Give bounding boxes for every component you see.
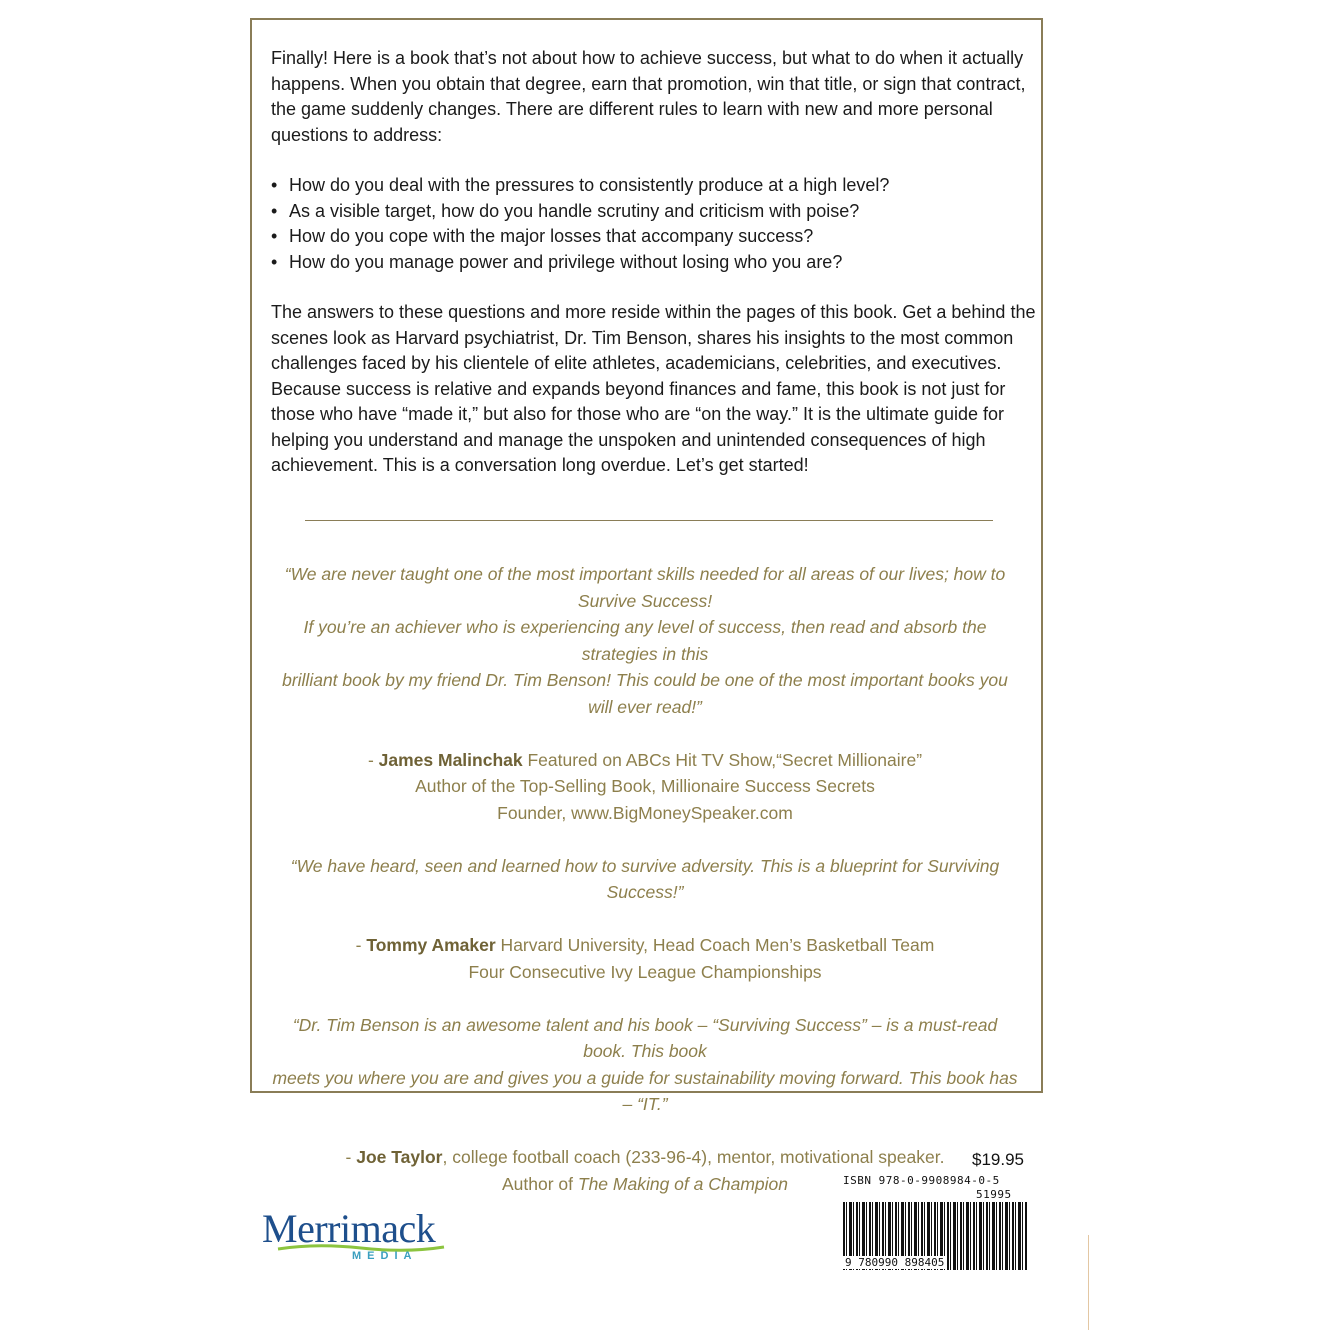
divider bbox=[305, 520, 993, 521]
endorsement-credit-line: Author of the Top-Selling Book, Millionaire Success Secrets bbox=[415, 776, 875, 796]
endorsement-quote-line: If you’re an achiever who is experiencing any level of success, then read and absorb the strategies in this bbox=[303, 617, 987, 664]
answer-paragraph: The answers to these questions and more reside within the pages of this book. Get a behind the scenes look as Harvard psychiatrist, Dr. Tim Benson, shares his insights to the most common challenges faced by his clientele of elite athletes, academicians, celebrities, and executives. Because success is relative and expands beyond finances and fame, this book is not just for those who have “made it,” but also for those who are “on the way.” It is the ultimate guide for helping you understand and manage the unspoken and unintended consequences of high achievement. This is a conversation long overdue. Let’s get started! bbox=[271, 302, 1036, 475]
book-description bbox=[271, 46, 1036, 479]
price-label: $19.95 bbox=[972, 1150, 1024, 1169]
list-item: • As a visible target, how do you handle scrutiny and criticism with poise? bbox=[271, 199, 1036, 225]
logo-wordmark: Merrimack bbox=[262, 1206, 436, 1251]
publisher-logo bbox=[262, 1205, 462, 1265]
endorsement-quote-line: “We have heard, seen and learned how to survive adversity. This is a blueprint for Surviving Success!” bbox=[290, 855, 1000, 902]
endorsement-quote-line: “We are never taught one of the most important skills needed for all areas of our lives; how to Survive Success! bbox=[284, 564, 1006, 611]
endorsement-credit: - Joe Taylor, college football coach (233-96-4), mentor, motivational speaker. bbox=[345, 1147, 945, 1167]
endorser-name: Tommy Amaker bbox=[366, 935, 496, 955]
endorser-name: James Malinchak bbox=[378, 749, 523, 770]
list-item: • How do you deal with the pressures to consistently produce at a high level? bbox=[271, 173, 1036, 199]
endorsement-credit-line: Four Consecutive Ivy League Championships bbox=[468, 961, 822, 982]
endorser-name: Joe Taylor bbox=[356, 1147, 443, 1167]
endorsement-credit-line: Founder, www.BigMoneySpeaker.com bbox=[497, 802, 793, 823]
endorsement-quote-line: meets you where you are and gives you a guide for sustainability moving forward. This book has – “IT.” bbox=[272, 1067, 1018, 1114]
logo-subtitle: MEDIA bbox=[352, 1250, 418, 1262]
ean-digits: 9 780990 898405 bbox=[845, 1256, 945, 1269]
list-item: • How do you cope with the major losses that accompany success? bbox=[271, 224, 1036, 250]
barcode bbox=[843, 1174, 1027, 1274]
endorsement-quote-line: brilliant book by my friend Dr. Tim Benson! This could be one of the most important books you will ever read!” bbox=[282, 670, 1008, 717]
edge-line bbox=[1088, 1235, 1089, 1330]
endorsement-credit: - Tommy Amaker Harvard University, Head Coach Men’s Basketball Team bbox=[355, 935, 935, 955]
endorsement-credit: - James Malinchak Featured on ABCs Hit TV Show,“Secret Millionaire” bbox=[367, 749, 923, 770]
isbn-text: ISBN 978-0-9908984-0-5 bbox=[843, 1174, 1000, 1187]
price-code: 51995 bbox=[976, 1188, 1012, 1201]
intro-paragraph: Finally! Here is a book that’s not about how to achieve success, but what to do when it actually happens. When you obtain that degree, earn that promotion, win that title, or sign that contract, the game suddenly changes. There are different rules to learn with new and more personal questions to address: bbox=[271, 48, 1026, 145]
book-title: The Making of a Champion bbox=[577, 1173, 788, 1194]
list-item: • How do you manage power and privilege without losing who you are? bbox=[271, 250, 1036, 276]
endorsement-credit-line: Author of The Making of a Champion bbox=[501, 1173, 788, 1194]
endorsements bbox=[270, 561, 1020, 1197]
question-list bbox=[271, 173, 1036, 275]
endorsement-quote-line: “Dr. Tim Benson is an awesome talent and his book – “Surviving Success” – is a must-read book. This book bbox=[292, 1014, 998, 1061]
